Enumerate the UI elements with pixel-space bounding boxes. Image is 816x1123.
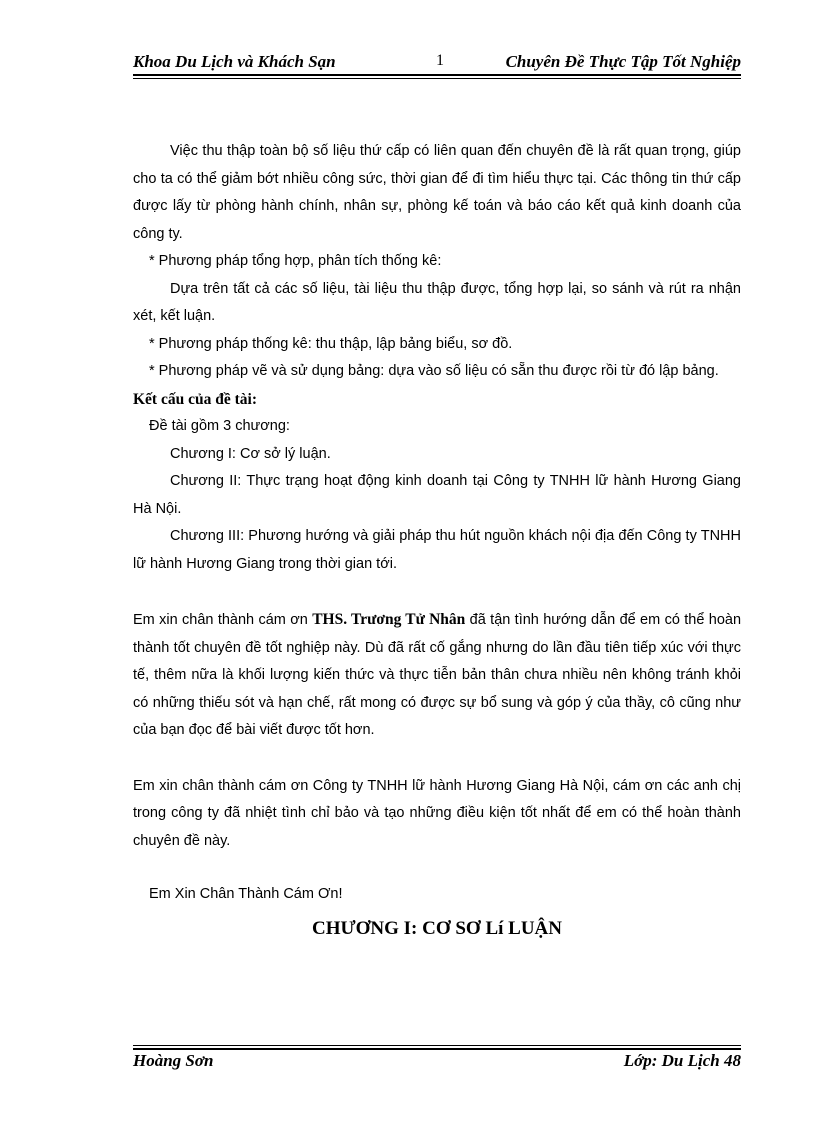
document-body <box>133 138 741 942</box>
page-number: 1 <box>436 52 444 69</box>
footer-class: Lớp: Du Lịch 48 <box>623 1051 741 1070</box>
method-statistics: * Phương pháp thống kê: thu thập, lập bảng biểu, sơ đồ. <box>149 335 513 352</box>
paragraph-thanks-advisor <box>133 606 741 745</box>
thanks-advisor-pre: Em xin chân thành cám ơn <box>133 612 308 628</box>
chapter-1-line: Chương I: Cơ sở lý luận. <box>170 445 331 462</box>
header-rule <box>133 74 741 76</box>
closing-line: Em Xin Chân Thành Cám Ơn! <box>149 886 343 902</box>
paragraph-synthesis: Dựa trên tất cả các số liệu, tài liệu thu thập được, tổng hợp lại, so sánh và rút ra nhận xét, kết luận. <box>133 280 741 324</box>
page-header <box>133 52 741 76</box>
method-tables: * Phương pháp vẽ và sử dụng bảng: dựa vào số liệu có sẵn thu được rồi từ đó lập bảng. <box>149 363 719 379</box>
structure-heading: Kết cấu của đề tài: <box>133 390 257 408</box>
page-footer <box>133 1051 741 1075</box>
chapter-2-line: Chương II: Thực trạng hoạt động kinh doanh tại Công ty TNHH lữ hành Hương Giang Hà Nội. <box>133 473 741 517</box>
chapter-title: CHƯƠNG I: CƠ SƠ Lí LUẬN <box>311 917 562 939</box>
footer-author: Hoàng Sơn <box>133 1051 214 1070</box>
chapter-3-line: Chương III: Phương hướng và giải pháp thu hút nguồn khách nội địa đến Công ty TNHH lữ hành Hương Giang trong thời gian tới. <box>133 528 741 572</box>
header-rule-thin <box>133 78 741 79</box>
paragraph-secondary-data: Việc thu thập toàn bộ số liệu thứ cấp có liên quan đến chuyên đề là rất quan trọng, giúp cho ta có thể giảm bớt nhiều công sức, thời gian để đi tìm hiểu thực tại. Các thông tin thứ cấp được lấy từ phòng hành chính, nhân sự, phòng kế toán và báo cáo kết quả kinh doanh của công ty. <box>133 143 741 242</box>
advisor-name: THS. Trương Tử Nhân <box>312 611 466 628</box>
footer-rule <box>133 1048 741 1050</box>
paragraph-thanks-company: Em xin chân thành cám ơn Công ty TNHH lữ hành Hương Giang Hà Nội, cám ơn các anh chị trong công ty đã nhiệt tình chỉ bảo và tạo những điều kiện tốt nhất để em có thể hoàn thành chuyên đề này. <box>133 777 741 849</box>
method-synthesis-heading: * Phương pháp tổng hợp, phân tích thống kê: <box>149 253 442 269</box>
header-document-type: Chuyên Đề Thực Tập Tốt Nghiệp <box>505 52 741 71</box>
header-faculty: Khoa Du Lịch và Khách Sạn <box>133 52 336 71</box>
footer-rule-thin <box>133 1045 741 1046</box>
structure-intro: Đề tài gồm 3 chương: <box>149 418 290 434</box>
thanks-advisor-post: đã tận tình hướng dẫn để em có thể hoàn thành tốt chuyên đề tốt nghiệp này. Dù đã rất cố gắng nhưng do lần đầu tiên tiếp xúc với thực tế, thêm nữa là khối lượng kiến thức và thực tiễn bản thân chưa nhiều nên không tránh khỏi có những thiếu sót và hạn chế, rất mong có được sự bổ sung và góp ý của thầy, cô cũng như của bạn đọc để bài viết được tốt hơn. <box>133 612 742 738</box>
